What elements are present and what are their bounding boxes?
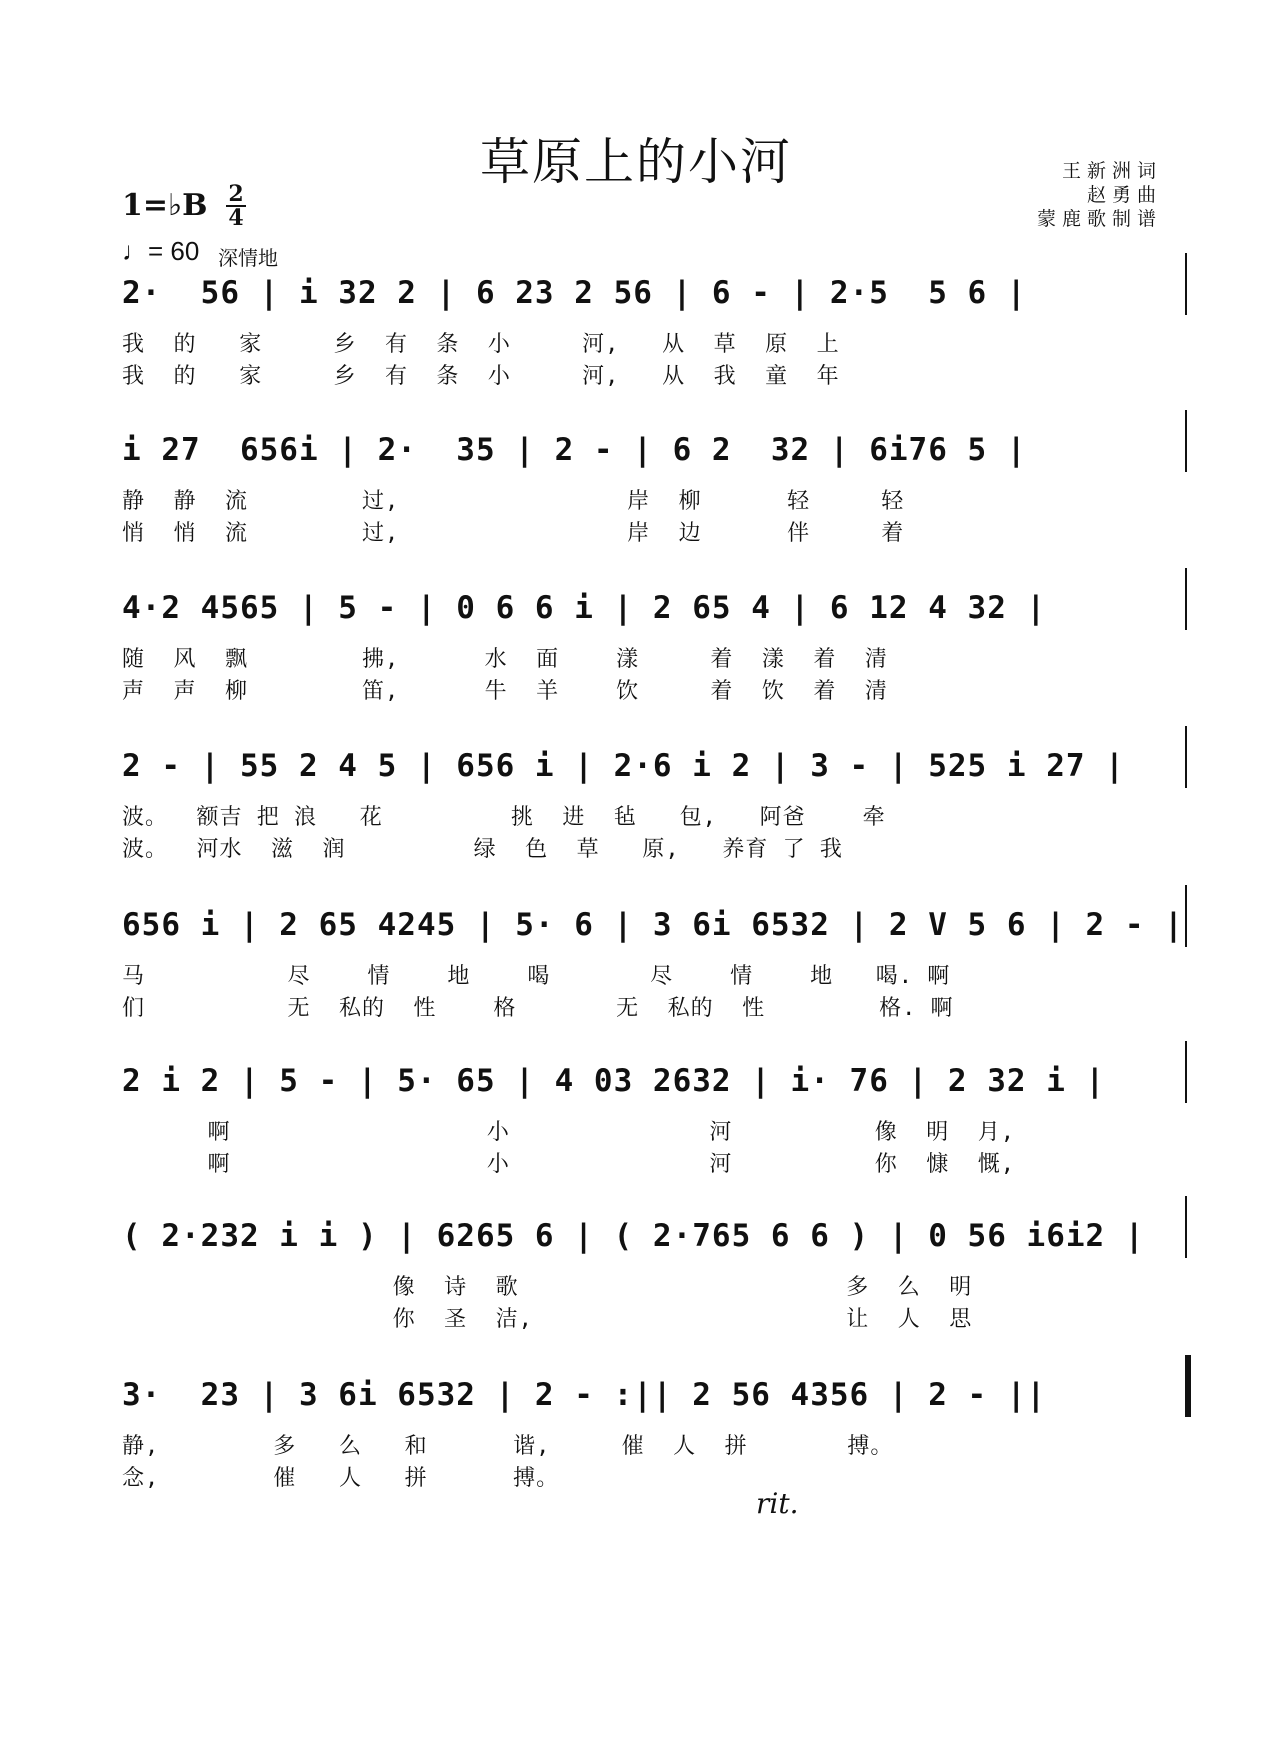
time-signature xyxy=(226,183,246,229)
lyric-verse-2: 你 圣 洁, 让 人 思 xyxy=(122,1307,973,1332)
ritardando-marking: rit. xyxy=(756,1487,799,1520)
lyric-verse-1: 静, 多 么 和 谐, 催 人 拼 搏。 xyxy=(122,1434,894,1459)
song-title: 草原上的小河 xyxy=(480,133,792,191)
barline xyxy=(1185,1041,1187,1103)
lyric-verse-2: 念, 催 人 拼 搏。 xyxy=(122,1466,560,1491)
barline xyxy=(1185,253,1187,315)
time-signature-top: 2 xyxy=(228,181,244,207)
notation-line: 3· 23 | 3 6i 6532 | 2 - :|| 2 56 4356 | 2 - || xyxy=(122,1377,1047,1413)
lyric-verse-1: 波。 额吉 把 浪 花 挑 进 毡 包, 阿爸 牵 xyxy=(122,805,886,830)
notation-line: 2· 56 | i 32 2 | 6 23 2 56 | 6 - | 2·5 5 6 | xyxy=(122,275,1027,311)
notation-line: i 27 656i | 2· 35 | 2 - | 6 2 32 | 6i76 5 | xyxy=(122,432,1027,468)
lyric-verse-1: 马 尽 情 地 喝 尽 情 地 喝. 啊 xyxy=(122,964,951,989)
lyric-verse-2: 啊 小 河 你 慷 慨, xyxy=(122,1152,1015,1177)
notation-line: 4·2 4565 | 5 - | 0 6 6 i | 2 65 4 | 6 12 4 32 | xyxy=(122,590,1047,626)
key-signature: 1=♭B xyxy=(122,188,208,223)
barline xyxy=(1185,1355,1191,1417)
lyric-verse-2: 波。 河水 滋 润 绿 色 草 原, 养育 了 我 xyxy=(122,837,843,862)
lyric-verse-1: 我 的 家 乡 有 条 小 河, 从 草 原 上 xyxy=(122,332,840,357)
lyric-verse-1: 啊 小 河 像 明 月, xyxy=(122,1120,1015,1145)
lyricist-credit: 王新洲词 xyxy=(1061,160,1162,182)
barline xyxy=(1185,1196,1187,1258)
lyric-verse-2: 我 的 家 乡 有 条 小 河, 从 我 童 年 xyxy=(122,364,840,389)
notation-line: 2 i 2 | 5 - | 5· 65 | 4 03 2632 | i· 76 | 2 32 i | xyxy=(122,1063,1106,1099)
expression-marking: 深情地 xyxy=(218,246,278,270)
barline xyxy=(1185,885,1187,947)
composer-credit: 赵勇曲 xyxy=(1086,184,1162,206)
barline xyxy=(1185,726,1187,788)
time-signature-bottom: 4 xyxy=(228,205,244,231)
transcriber-credit: 蒙鹿歌制谱 xyxy=(1036,208,1162,230)
tempo-marking: ♩= 60 xyxy=(122,236,200,266)
lyric-verse-2: 们 无 私的 性 格 无 私的 性 格. 啊 xyxy=(122,996,954,1021)
lyric-verse-2: 声 声 柳 笛, 牛 羊 饮 着 饮 着 清 xyxy=(122,679,888,704)
barline xyxy=(1185,568,1187,630)
barline xyxy=(1185,410,1187,472)
notation-line: 2 - | 55 2 4 5 | 656 i | 2·6 i 2 | 3 - | 525 i 27 | xyxy=(122,748,1125,784)
notation-line: ( 2·232 i i ) | 6265 6 | ( 2·765 6 6 ) | 0 56 i6i2 | xyxy=(122,1218,1145,1254)
notation-line: 656 i | 2 65 4245 | 5· 6 | 3 6i 6532 | 2 V 5 6 | 2 - | xyxy=(122,907,1184,943)
lyric-verse-1: 像 诗 歌 多 么 明 xyxy=(122,1275,973,1300)
lyric-verse-1: 静 静 流 过, 岸 柳 轻 轻 xyxy=(122,489,905,514)
lyric-verse-2: 悄 悄 流 过, 岸 边 伴 着 xyxy=(122,521,905,546)
lyric-verse-1: 随 风 飘 拂, 水 面 漾 着 漾 着 清 xyxy=(122,647,888,672)
